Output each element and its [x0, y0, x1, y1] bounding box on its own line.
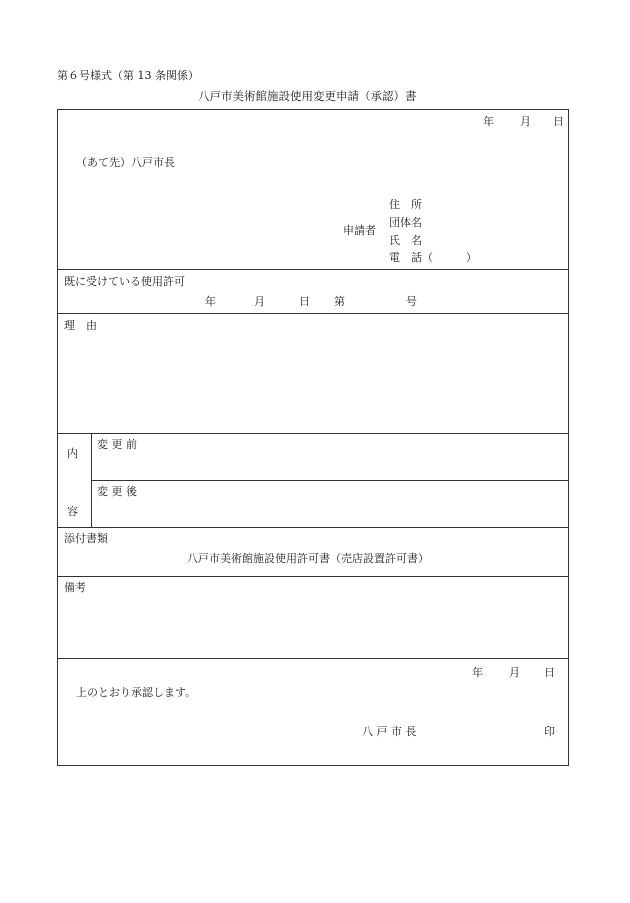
- approval-date-month: 月: [509, 666, 520, 679]
- remarks-label: 備考: [64, 581, 86, 594]
- permit-day: 日: [299, 295, 310, 308]
- approval-date-day: 日: [544, 666, 555, 679]
- permit-year: 年: [205, 295, 216, 308]
- after-change-label: 変 更 後: [97, 485, 137, 498]
- mayor-signature-label: 八 戸 市 長: [362, 725, 417, 738]
- organization-label: 団体名: [389, 216, 422, 229]
- permit-number-prefix: 第: [334, 295, 345, 308]
- approval-statement: 上のとおり承認します。: [76, 686, 197, 699]
- content-label-bottom: 容: [67, 505, 78, 518]
- header-date-month: 月: [520, 115, 531, 128]
- attachment-document: 八戸市美術館施設使用許可書（売店設置許可書）: [187, 552, 429, 565]
- attachment-label: 添付書類: [64, 532, 108, 545]
- document-title: 八戸市美術館施設使用変更申請（承認）書: [198, 89, 417, 103]
- header-date-year: 年: [483, 115, 494, 128]
- form-number: 第６号様式（第 13 条関係）: [57, 69, 199, 82]
- permit-number-suffix: 号: [406, 295, 417, 308]
- addressee: （あて先）八戸市長: [76, 156, 175, 169]
- phone-label: 電 話（ ）: [389, 251, 477, 264]
- header-date-day: 日: [553, 115, 564, 128]
- divider-before-after: [91, 480, 569, 481]
- content-label-top: 内: [67, 447, 78, 460]
- divider-reason: [58, 433, 568, 434]
- name-label: 氏 名: [389, 234, 422, 247]
- divider-remarks: [58, 658, 568, 659]
- divider-attachment: [58, 576, 568, 577]
- divider-content: [58, 527, 568, 528]
- reason-label: 理 由: [64, 319, 97, 332]
- before-change-label: 変 更 前: [97, 438, 137, 451]
- divider-permit: [58, 313, 568, 314]
- permit-month: 月: [254, 295, 265, 308]
- approval-date-year: 年: [472, 666, 483, 679]
- divider-header: [58, 269, 568, 270]
- applicant-label: 申請者: [343, 224, 376, 237]
- address-label: 住 所: [389, 198, 422, 211]
- application-form: [57, 109, 569, 766]
- seal-mark: 印: [544, 725, 555, 738]
- permit-label: 既に受けている使用許可: [64, 275, 185, 288]
